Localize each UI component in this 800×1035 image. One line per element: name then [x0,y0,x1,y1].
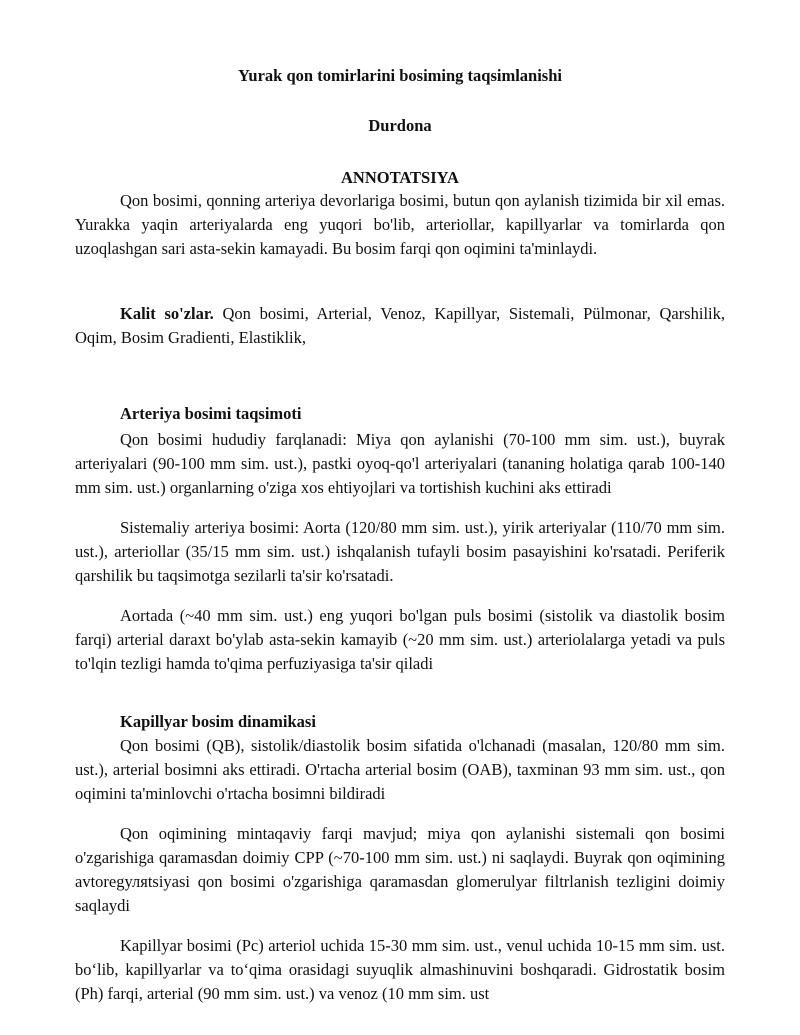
keywords-paragraph [75,302,725,350]
annotation-paragraph: Qon bosimi, qonning arteriya devorlariga bosimi, butun qon aylanish tizimida bir xil emas. Yurakka yaqin arteriyalarda eng yuqori bo'lib, arteriollar, kapillyarlar va tomirlarda qon uzoqlashgan sari asta-sekin kamayadi. Bu bosim farqi qon oqimini ta'minlaydi. [75,191,725,258]
section-heading-capillary: Kapillyar bosim dinamikasi [120,712,316,731]
author-name: Durdona [368,116,432,135]
section1-paragraph-3: Aortada (~40 mm sim. ust.) eng yuqori bo'lgan puls bosimi (sistolik va diastolik bosim farqi) arterial daraxt bo'ylab asta-sekin kamayib (~20 mm sim. ust.) arteriolalarga yetadi va puls to'lqin tezligi hamda to'qima perfuziyasiga ta'sir qiladi [75,606,725,673]
section-heading-arterial: Arteriya bosimi taqsimoti [120,404,302,423]
section1-paragraph-2: Sistemaliy arteriya bosimi: Aorta (120/80 mm sim. ust.), yirik arteriyalar (110/70 mm sim. ust.), arteriollar (35/15 mm sim. ust.) ishqalanish tufayli bosim pasayishini ko'rsatadi. Periferik qarshilik bu taqsimotga sezilarli ta'sir ko'rsatadi. [75,518,725,585]
section2-paragraph-2: Qon oqimining mintaqaviy farqi mavjud; miya qon aylanishi sistemali qon bosimi o'zgarishiga qaramasdan doimiy CPP (~70-100 mm sim. ust.) ni saqlaydi. Buyrak qon oqimining avtoregуляtsiyasi qon bosimi o'zgarishiga qaramasdan glomerulyar filtrlanish tezligini doimiy saqlaydi [75,824,725,915]
section1-paragraph-1: Qon bosimi hududiy farqlanadi: Miya qon aylanishi (70-100 mm sim. ust.), buyrak arteriyalari (90-100 mm sim. ust.), pastki oyoq-qo'l arteriyalari (tananing holatiga qarab 100-140 mm sim. ust.) organlarning o'ziga xos ehtiyojlari va tortishish kuchini aks ettiradi [75,430,725,497]
keywords-label: Kalit so'zlar. [120,304,214,323]
section2-paragraph-1: Qon bosimi (QB), sistolik/diastolik bosim sifatida o'lchanadi (masalan, 120/80 mm sim. ust.), arterial bosimni aks ettiradi. O'rtacha arterial bosim (OAB), taxminan 93 mm sim. ust., qon oqimini ta'minlovchi o'rtacha bosimni bildiradi [75,736,725,803]
paper-title: Yurak qon tomirlarini bosiming taqsimlanishi [238,66,562,85]
annotation-heading: ANNOTATSIYA [341,168,459,187]
section2-paragraph-3: Kapillyar bosimi (Pc) arteriol uchida 15-30 mm sim. ust., venul uchida 10-15 mm sim. ust. bo‘lib, kapillyarlar va to‘qima orasidagi suyuqlik almashinuvini boshqaradi. Gidrostatik bosim (Ph) farqi, arterial (90 mm sim. ust.) va venoz (10 mm sim. ust [75,936,725,1003]
keywords-text: Qon bosimi, Arterial, Venoz, Kapillyar, Sistemali, Pülmonar, Qarshilik, Oqim, Bosim Gradienti, Elastiklik, [75,304,725,347]
